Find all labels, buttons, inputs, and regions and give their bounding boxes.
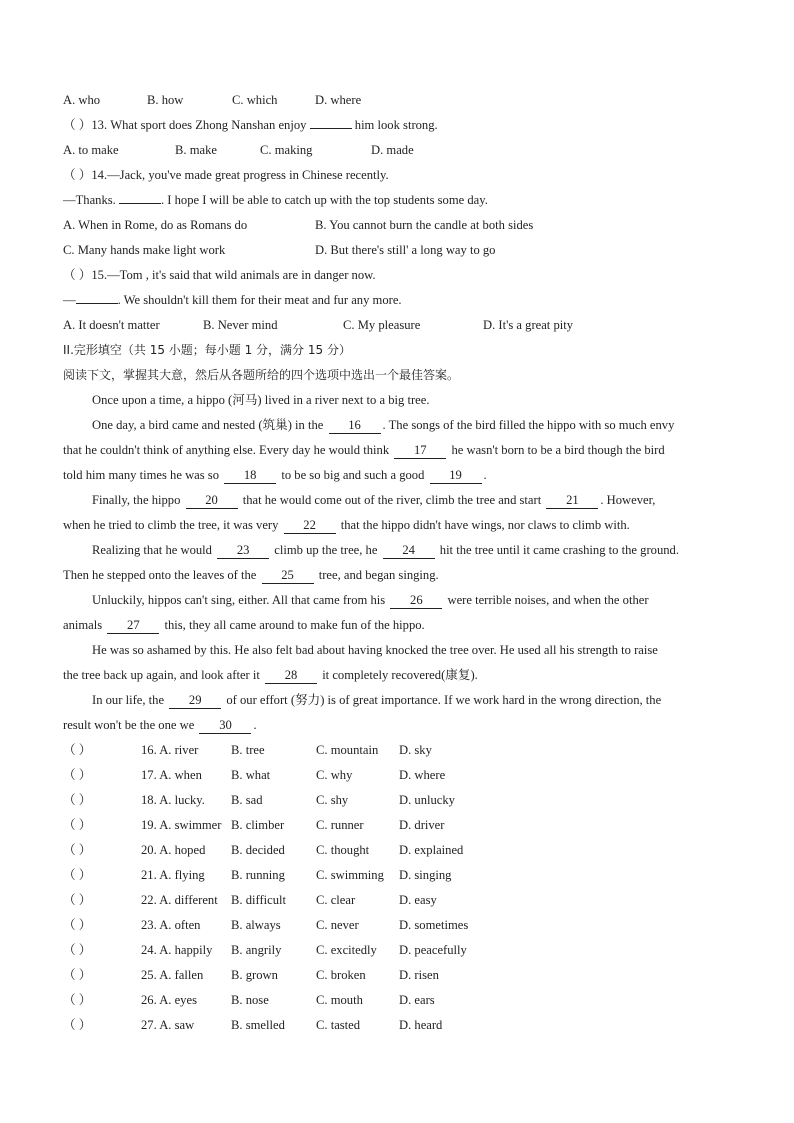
option-a: 26. A. eyes [141, 993, 197, 1007]
option-a: A. When in Rome, do as Romans do [63, 218, 248, 232]
passage-p7-line1 [63, 688, 731, 713]
option-d: D. where [399, 768, 446, 782]
passage-p6-line2 [63, 663, 731, 688]
cloze-question-row [63, 738, 731, 763]
blank-17: 17 [394, 443, 446, 459]
passage-text: . [253, 718, 257, 732]
blank-26: 26 [390, 593, 442, 609]
option-c: C. excitedly [316, 943, 377, 957]
option-c: C. thought [316, 843, 370, 857]
option-c: C. Many hands make light work [63, 243, 226, 257]
question-text: 14.—Jack, you've made great progress in Chinese recently. [91, 168, 389, 182]
option-b: B. running [231, 868, 285, 882]
blank-20: 20 [186, 493, 238, 509]
option-b: B. always [231, 918, 281, 932]
reply-end: . I hope I will be able to catch up with the top students some day. [160, 193, 488, 207]
option-c: C. My pleasure [343, 318, 421, 332]
passage-text: he wasn't born to be a bird though the bird [451, 443, 665, 457]
answer-paren: （ ） [63, 793, 92, 807]
passage-text: when he tried to climb the tree, it was very [63, 518, 279, 532]
option-a: 20. A. hoped [141, 843, 206, 857]
option-a: 17. A. when [141, 768, 202, 782]
cloze-question-list [63, 738, 731, 1038]
option-c: C. broken [316, 968, 366, 982]
passage-p3-line1 [63, 488, 731, 513]
option-d: D. risen [399, 968, 439, 982]
option-a: A. who [63, 93, 101, 107]
option-b: B. You cannot burn the candle at both sides [315, 218, 534, 232]
answer-paren: （ ） [63, 918, 92, 932]
passage-text: this, they all came around to make fun of the hippo. [164, 618, 425, 632]
passage-text: result won't be the one we [63, 718, 195, 732]
option-d: D. heard [399, 1018, 443, 1032]
cloze-question-row [63, 888, 731, 913]
answer-paren: （ ） [63, 818, 92, 832]
passage-text: it completely recovered(康复). [322, 668, 478, 682]
blank-27: 27 [107, 618, 159, 634]
option-a: 27. A. saw [141, 1018, 195, 1032]
passage-p2-line3 [63, 463, 731, 488]
passage-text: One day, a bird came and nested (筑巢) in the [92, 418, 324, 432]
option-a: A. to make [63, 143, 119, 157]
option-a: 18. A. lucky. [141, 793, 205, 807]
option-c: C. why [316, 768, 353, 782]
blank-16: 16 [329, 418, 381, 434]
option-c: C. swimming [316, 868, 384, 882]
question-13 [63, 113, 731, 138]
answer-paren: （ ） [63, 943, 92, 957]
passage-text: climb up the tree, he [274, 543, 378, 557]
question-14-reply [63, 188, 731, 213]
reply-start: —Thanks. [63, 193, 116, 207]
question-text: 13. What sport does Zhong Nanshan enjoy [91, 118, 307, 132]
blank-28: 28 [265, 668, 317, 684]
option-a: A. It doesn't matter [63, 318, 160, 332]
passage-text: that the hippo didn't have wings, nor claws to climb with. [340, 518, 630, 532]
passage-p1: Once upon a time, a hippo (河马) lived in a river next to a big tree. [92, 393, 430, 407]
option-d: D. unlucky [399, 793, 455, 807]
passage-p4-line2 [63, 563, 731, 588]
cloze-question-row [63, 863, 731, 888]
option-d: D. driver [399, 818, 445, 832]
option-b: B. climber [231, 818, 285, 832]
option-b: B. what [231, 768, 271, 782]
question-15 [63, 263, 731, 288]
passage-text: In our life, the [92, 693, 165, 707]
cloze-question-row [63, 813, 731, 838]
passage-text: animals [63, 618, 103, 632]
blank-21: 21 [546, 493, 598, 509]
option-a: 24. A. happily [141, 943, 213, 957]
option-a: 23. A. often [141, 918, 201, 932]
reply-end: . We shouldn't kill them for their meat and fur any more. [117, 293, 402, 307]
question-text: 15.—Tom , it's said that wild animals are in danger now. [91, 268, 376, 282]
option-c: C. never [316, 918, 359, 932]
blank-24: 24 [383, 543, 435, 559]
option-a: 22. A. different [141, 893, 218, 907]
option-a: 21. A. flying [141, 868, 205, 882]
question-15-reply [63, 288, 731, 313]
option-d: D. sky [399, 743, 432, 757]
q14-options-row2 [63, 238, 731, 263]
answer-blank [119, 203, 161, 204]
answer-paren: （ ） [63, 268, 92, 282]
option-c: C. which [232, 93, 278, 107]
passage-p4-line1 [63, 538, 731, 563]
cloze-question-row [63, 1013, 731, 1038]
blank-18: 18 [224, 468, 276, 484]
passage-text: that he couldn't think of anything else. Every day he would think [63, 443, 390, 457]
option-b: B. Never mind [203, 318, 278, 332]
option-d: D. ears [399, 993, 435, 1007]
answer-paren: （ ） [63, 893, 92, 907]
q12-options [63, 88, 731, 113]
blank-19: 19 [430, 468, 482, 484]
option-d: D. easy [399, 893, 437, 907]
blank-29: 29 [169, 693, 221, 709]
passage-text: to be so big and such a good [281, 468, 425, 482]
answer-paren: （ ） [63, 843, 92, 857]
option-d: D. sometimes [399, 918, 469, 932]
answer-blank [310, 128, 352, 129]
passage-p2-line2 [63, 438, 731, 463]
option-a: 16. A. river [141, 743, 199, 757]
blank-23: 23 [217, 543, 269, 559]
cloze-question-row [63, 763, 731, 788]
option-c: C. shy [316, 793, 349, 807]
blank-25: 25 [262, 568, 314, 584]
option-b: B. decided [231, 843, 285, 857]
passage-p5-line1 [63, 588, 731, 613]
passage-p2-line1 [63, 413, 731, 438]
exam-page [63, 88, 731, 1038]
option-d: D. made [371, 143, 414, 157]
question-14 [63, 163, 731, 188]
passage-text: Realizing that he would [92, 543, 212, 557]
answer-paren: （ ） [63, 168, 92, 182]
option-d: D. But there's still' a long way to go [315, 243, 496, 257]
option-c: C. mouth [316, 993, 363, 1007]
q13-options [63, 138, 731, 163]
passage-p6-line1: He was so ashamed by this. He also felt bad about having knocked the tree over. He used all his strength to raise [92, 643, 658, 657]
option-d: D. peacefully [399, 943, 467, 957]
answer-paren: （ ） [63, 868, 92, 882]
option-b: B. smelled [231, 1018, 285, 1032]
passage-text: hit the tree until it came crashing to the ground. [439, 543, 679, 557]
passage-text: that he would come out of the river, climb the tree and start [242, 493, 542, 507]
option-b: B. tree [231, 743, 265, 757]
answer-paren: （ ） [63, 118, 92, 132]
option-b: B. how [147, 93, 184, 107]
cloze-question-row [63, 988, 731, 1013]
passage-text: Unluckily, hippos can't sing, either. All that came from his [92, 593, 386, 607]
option-b: B. difficult [231, 893, 287, 907]
passage-p5-line2 [63, 613, 731, 638]
option-b: B. grown [231, 968, 278, 982]
option-c: C. runner [316, 818, 364, 832]
answer-paren: （ ） [63, 743, 92, 757]
option-c: C. mountain [316, 743, 379, 757]
passage-text: of our effort (努力) is of great importance. If we work hard in the wrong direction, the [226, 693, 662, 707]
passage-text: Then he stepped onto the leaves of the [63, 568, 257, 582]
cloze-question-row [63, 913, 731, 938]
answer-paren: （ ） [63, 968, 92, 982]
option-a: 19. A. swimmer [141, 818, 222, 832]
answer-paren: （ ） [63, 768, 92, 782]
passage-text: told him many times he was so [63, 468, 220, 482]
passage-text: Finally, the hippo [92, 493, 181, 507]
option-b: B. nose [231, 993, 269, 1007]
passage-p7-line2 [63, 713, 731, 738]
option-c: C. clear [316, 893, 356, 907]
passage-text: were terrible noises, and when the other [447, 593, 649, 607]
cloze-question-row [63, 838, 731, 863]
option-c: C. making [260, 143, 313, 157]
cloze-question-row [63, 963, 731, 988]
option-b: B. angrily [231, 943, 282, 957]
answer-blank [76, 303, 118, 304]
option-d: D. explained [399, 843, 464, 857]
q15-options [63, 313, 731, 338]
option-c: C. tasted [316, 1018, 361, 1032]
passage-p3-line2 [63, 513, 731, 538]
option-a: 25. A. fallen [141, 968, 204, 982]
answer-paren: （ ） [63, 993, 92, 1007]
option-b: B. make [175, 143, 217, 157]
passage-text: . However, [600, 493, 656, 507]
section-title: II.完形填空（共 15 小题；每小题 1 分，满分 15 分） [63, 343, 351, 357]
option-b: B. sad [231, 793, 263, 807]
option-d: D. where [315, 93, 362, 107]
answer-paren: （ ） [63, 1018, 92, 1032]
cloze-question-row [63, 938, 731, 963]
reply-start: — [63, 293, 76, 307]
option-d: D. It's a great pity [483, 318, 574, 332]
passage-text: . [483, 468, 487, 482]
q14-options-row1 [63, 213, 731, 238]
passage-text: the tree back up again, and look after it [63, 668, 260, 682]
option-d: D. singing [399, 868, 452, 882]
passage-text: . The songs of the bird filled the hippo with so much envy [382, 418, 675, 432]
section-instruction: 阅读下文，掌握其大意，然后从各题所给的四个选项中选出一个最佳答案。 [63, 368, 460, 382]
blank-22: 22 [284, 518, 336, 534]
cloze-question-row [63, 788, 731, 813]
question-text-end: him look strong. [354, 118, 438, 132]
blank-30: 30 [199, 718, 251, 734]
passage-text: tree, and began singing. [318, 568, 439, 582]
